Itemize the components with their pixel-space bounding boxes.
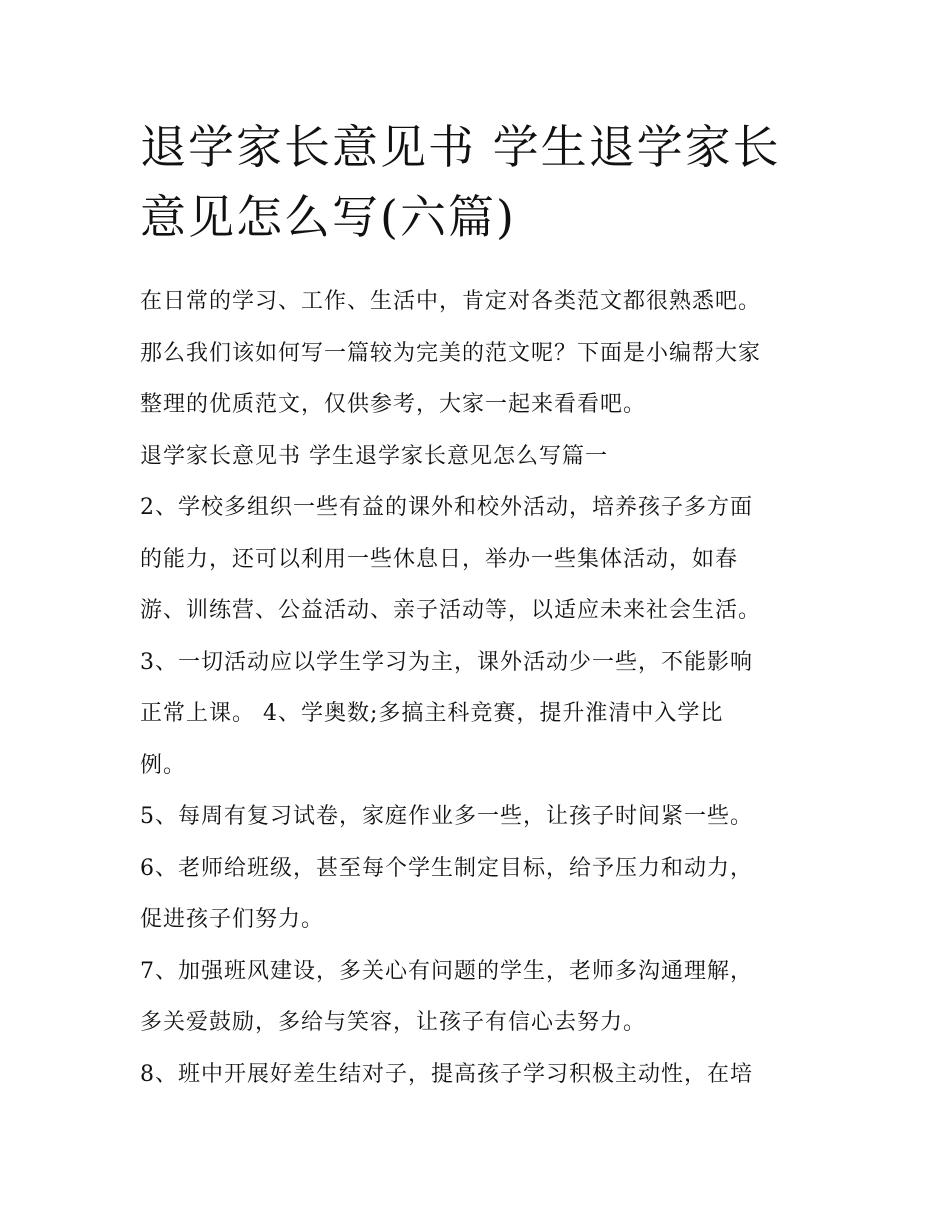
body-line: 8、班中开展好差生结对子，提高孩子学习积极主动性，在培 [140, 1061, 753, 1087]
body-line: 正常上课。 4、学奥数;多搞主科竞赛，提升淮清中入学比 [140, 701, 724, 726]
body-line: 的能力，还可以利用一些休息日，举办一些集体活动，如春 [140, 546, 739, 572]
title-line: 意见怎么写(六篇) [140, 190, 516, 244]
body-line: 3、一切活动应以学生学习为主，课外活动少一些，不能影响 [140, 649, 753, 675]
document-title [140, 112, 840, 252]
body-line: 那么我们该如何写一篇较为完美的范文呢？下面是小编帮大家 [140, 340, 762, 366]
document-body [140, 276, 840, 1100]
body-line: 5、每周有复习试卷，家庭作业多一些，让孩子时间紧一些。 [140, 804, 753, 829]
body-line: 游、训练营、公益活动、亲子活动等，以适应未来社会生活。 [140, 598, 762, 623]
title-line: 退学家长意见书 学生退学家长 [140, 120, 781, 174]
body-line: 整理的优质范文，仅供参考，大家一起来看看吧。 [140, 392, 647, 417]
body-line: 6、老师给班级，甚至每个学生制定目标，给予压力和动力， [140, 855, 753, 881]
body-line: 在日常的学习、工作、生活中，肯定对各类范文都很熟悉吧。 [140, 289, 762, 314]
body-line: 2、学校多组织一些有益的课外和校外活动，培养孩子多方面 [140, 495, 753, 520]
body-line: 例。 [140, 752, 187, 778]
body-line: 促进孩子们努力。 [140, 907, 325, 932]
body-line: 7、加强班风建设，多关心有问题的学生，老师多沟通理解， [140, 958, 753, 984]
section-heading: 退学家长意见书 学生退学家长意见怎么写篇一 [140, 443, 608, 469]
body-line: 多关爱鼓励，多给与笑容，让孩子有信心去努力。 [140, 1010, 647, 1035]
